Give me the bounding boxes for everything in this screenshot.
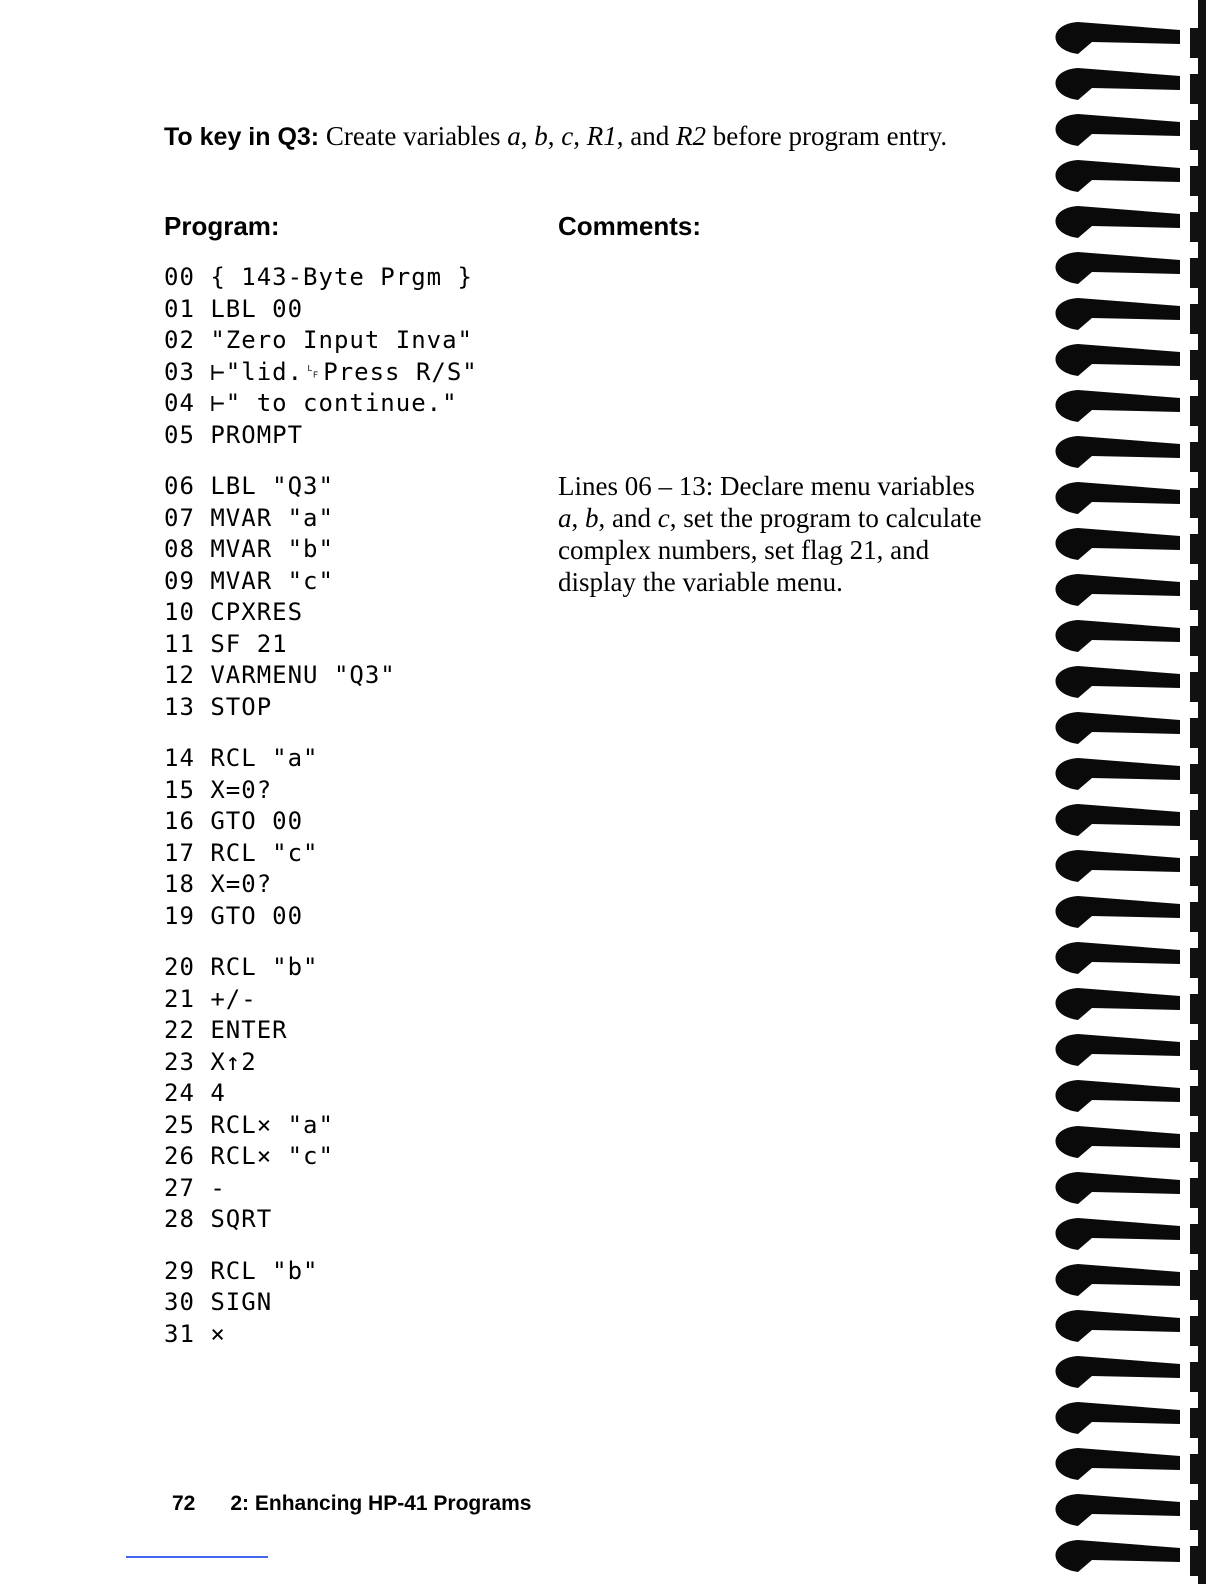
program-line: 17 RCL "c" bbox=[164, 838, 319, 867]
binding-hole bbox=[1190, 580, 1202, 610]
binding-ring bbox=[1056, 804, 1181, 836]
comment-var-c: c bbox=[657, 503, 670, 533]
binding-hole bbox=[1190, 902, 1202, 932]
program-line: 15 X=0? bbox=[164, 775, 273, 804]
binding-hole bbox=[1190, 534, 1202, 564]
binding-ring bbox=[1056, 1448, 1181, 1480]
program-heading: Program: bbox=[164, 211, 280, 241]
program-line: 03 ⊢"lid.␊Press R/S" bbox=[164, 357, 478, 386]
binding-hole bbox=[1190, 1362, 1202, 1392]
binding-hole bbox=[1190, 718, 1202, 748]
binding-ring bbox=[1056, 298, 1181, 330]
program-line: 13 STOP bbox=[164, 692, 273, 721]
program-line: 06 LBL "Q3" bbox=[164, 472, 334, 500]
binding-hole bbox=[1190, 442, 1202, 472]
intro-sep: , bbox=[573, 121, 587, 151]
group-gap bbox=[164, 451, 544, 471]
program-line: 04 ⊢" to continue." bbox=[164, 389, 458, 417]
program-line: 14 RCL "a" bbox=[164, 744, 319, 772]
intro-paragraph bbox=[164, 120, 964, 153]
binding-hole bbox=[1190, 626, 1202, 656]
program-line: 19 GTO 00 bbox=[164, 901, 304, 930]
comment-lines-06-13 bbox=[558, 470, 988, 598]
intro-sep: , bbox=[520, 121, 535, 151]
intro-sep: , and bbox=[616, 121, 677, 151]
binding-ring bbox=[1056, 896, 1181, 928]
binding-ring bbox=[1056, 574, 1181, 606]
binding-hole bbox=[1190, 1454, 1202, 1484]
binding-hole bbox=[1190, 1224, 1202, 1254]
binding-hole bbox=[1190, 810, 1202, 840]
program-line: 26 RCL× "c" bbox=[164, 1142, 334, 1170]
program-line: 21 +/- bbox=[164, 984, 257, 1013]
binding-hole bbox=[1190, 856, 1202, 886]
binding-hole bbox=[1190, 212, 1202, 242]
comment-var-b: b bbox=[585, 503, 599, 533]
binding-hole bbox=[1190, 948, 1202, 978]
binding-hole bbox=[1190, 764, 1202, 794]
comments-heading: Comments: bbox=[558, 211, 702, 241]
binding-ring bbox=[1056, 1310, 1181, 1342]
program-line: 30 SIGN bbox=[164, 1288, 273, 1316]
binding-ring bbox=[1056, 252, 1181, 284]
group-gap bbox=[164, 1236, 544, 1256]
binding-hole bbox=[1190, 120, 1202, 150]
program-line: 27 - bbox=[164, 1173, 226, 1202]
binding-ring bbox=[1056, 1172, 1181, 1204]
binding-ring bbox=[1056, 436, 1181, 468]
binding-hole bbox=[1190, 1086, 1202, 1116]
program-line: 22 ENTER bbox=[164, 1016, 288, 1044]
comment-sep: , bbox=[571, 503, 585, 533]
intro-sep: , bbox=[547, 121, 562, 151]
binding-hole bbox=[1190, 994, 1202, 1024]
program-line: 18 X=0? bbox=[164, 870, 273, 898]
program-listing bbox=[164, 262, 544, 1350]
binding-ring bbox=[1056, 1356, 1181, 1388]
page-number: 72 bbox=[172, 1492, 196, 1515]
program-line: 05 PROMPT bbox=[164, 420, 304, 449]
binding-ring bbox=[1056, 68, 1181, 100]
program-line: 02 "Zero Input Inva" bbox=[164, 326, 473, 354]
binding-hole bbox=[1190, 350, 1202, 380]
binding-hole bbox=[1190, 1178, 1202, 1208]
binding-ring bbox=[1056, 1402, 1181, 1434]
binding-ring bbox=[1056, 160, 1181, 192]
binding-hole bbox=[1190, 1040, 1202, 1070]
program-line: 11 SF 21 bbox=[164, 629, 288, 658]
program-line: 31 × bbox=[164, 1319, 226, 1348]
comment-tail: , set the program to calculate complex numbers, set flag 21, and display the variable menu. bbox=[558, 503, 982, 597]
binding-ring bbox=[1056, 1034, 1181, 1066]
binding-hole bbox=[1190, 28, 1202, 58]
program-line: 01 LBL 00 bbox=[164, 294, 304, 323]
binding-hole bbox=[1190, 166, 1202, 196]
intro-text: Create variables bbox=[325, 121, 508, 151]
binding-ring bbox=[1056, 1080, 1181, 1112]
binding-ring bbox=[1056, 620, 1181, 652]
binding-ring bbox=[1056, 712, 1181, 744]
program-line: 08 MVAR "b" bbox=[164, 535, 334, 563]
comment-text: Lines 06 – 13: Declare menu variables bbox=[558, 471, 975, 501]
program-line: 16 GTO 00 bbox=[164, 807, 304, 835]
binding-ring bbox=[1056, 528, 1181, 560]
binding-ring bbox=[1056, 114, 1181, 146]
program-line: 12 VARMENU "Q3" bbox=[164, 661, 396, 689]
program-line: 29 RCL "b" bbox=[164, 1256, 319, 1285]
program-line: 07 MVAR "a" bbox=[164, 503, 334, 532]
comment-var-a: a bbox=[558, 503, 572, 533]
binding-ring bbox=[1056, 1264, 1181, 1296]
binding-ring bbox=[1056, 1218, 1181, 1250]
program-line: 10 CPXRES bbox=[164, 598, 304, 626]
var-b: b bbox=[534, 121, 548, 151]
binding-rings bbox=[1056, 22, 1203, 1576]
chapter-title: 2: Enhancing HP-41 Programs bbox=[230, 1492, 532, 1515]
binding-ring bbox=[1056, 850, 1181, 882]
program-line: 28 SQRT bbox=[164, 1205, 273, 1233]
var-r1: R1 bbox=[586, 121, 617, 151]
binding-hole bbox=[1190, 304, 1202, 334]
var-c: c bbox=[561, 121, 574, 151]
binding-ring bbox=[1056, 666, 1181, 698]
binding-ring bbox=[1056, 1540, 1181, 1572]
spiral-binding bbox=[1030, 0, 1224, 1584]
binding-ring bbox=[1056, 758, 1181, 790]
var-a: a bbox=[507, 121, 521, 151]
binding-hole bbox=[1190, 1546, 1202, 1576]
var-r2: R2 bbox=[676, 121, 707, 151]
program-line: 25 RCL× "a" bbox=[164, 1110, 334, 1139]
intro-lead: To key in Q3: bbox=[164, 123, 320, 151]
binding-ring bbox=[1056, 1126, 1181, 1158]
program-line: 09 MVAR "c" bbox=[164, 566, 334, 595]
binding-hole bbox=[1190, 488, 1202, 518]
group-gap bbox=[164, 932, 544, 952]
binding-hole bbox=[1190, 1316, 1202, 1346]
group-gap bbox=[164, 723, 544, 743]
binding-hole bbox=[1190, 1500, 1202, 1530]
binding-ring bbox=[1056, 206, 1181, 238]
scan-mark bbox=[126, 1556, 268, 1558]
binding-ring bbox=[1056, 344, 1181, 376]
binding-hole bbox=[1190, 1270, 1202, 1300]
program-line: 24 4 bbox=[164, 1079, 226, 1107]
binding-ring bbox=[1056, 390, 1181, 422]
binding-hole bbox=[1190, 74, 1202, 104]
program-line: 20 RCL "b" bbox=[164, 953, 319, 981]
binding-ring bbox=[1056, 1494, 1181, 1526]
comment-sep: , and bbox=[598, 503, 658, 533]
binding-hole bbox=[1190, 396, 1202, 426]
binding-hole bbox=[1190, 1132, 1202, 1162]
intro-tail: before program entry. bbox=[706, 121, 948, 151]
program-line: 23 X↑2 bbox=[164, 1047, 257, 1076]
program-line: 00 { 143-Byte Prgm } bbox=[164, 263, 473, 291]
binding-hole bbox=[1190, 672, 1202, 702]
binding-hole bbox=[1190, 258, 1202, 288]
binding-ring bbox=[1056, 22, 1181, 54]
binding-ring bbox=[1056, 482, 1181, 514]
binding-ring bbox=[1056, 942, 1181, 974]
binding-ring bbox=[1056, 988, 1181, 1020]
page-footer bbox=[172, 1492, 531, 1516]
binding-hole bbox=[1190, 1408, 1202, 1438]
